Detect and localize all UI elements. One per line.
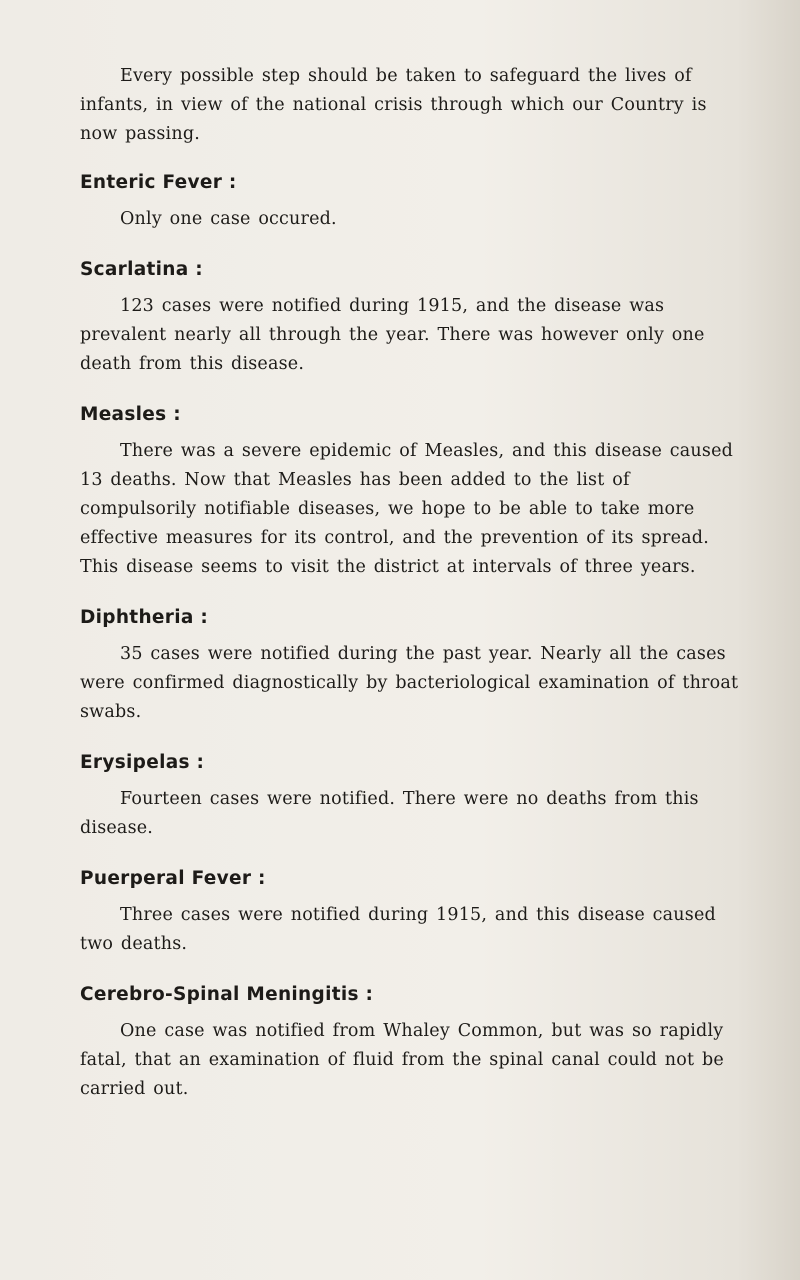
- section-scarlatina: [80, 256, 748, 379]
- section-heading: Erysipelas :: [80, 752, 205, 773]
- section-paragraph: One case was notified from Whaley Common, but was so rapidly fatal, that an examination of fluid from the spinal canal could not be carried out.: [80, 1021, 724, 1099]
- section-diphtheria: [80, 604, 748, 727]
- section-paragraph: Three cases were notified during 1915, and this disease caused two deaths.: [80, 905, 716, 954]
- section-paragraph: There was a severe epidemic of Measles, and this disease caused 13 deaths. Now that Measles has been added to the list of compulsorily notifiable diseases, we hope to be able to take more effective measures for its control, and the prevention of its spread. This disease seems to visit the district at intervals of three years.: [80, 441, 734, 577]
- document-body: [80, 62, 748, 1126]
- section-heading: Puerperal Fever :: [80, 868, 266, 889]
- section-cerebro-spinal-meningitis: [80, 981, 748, 1104]
- section-puerperal-fever: [80, 865, 748, 959]
- section-enteric-fever: [80, 169, 748, 234]
- section-heading: Diphtheria :: [80, 607, 209, 628]
- section-heading: Cerebro-Spinal Meningitis :: [80, 984, 374, 1005]
- section-heading: Measles :: [80, 404, 181, 425]
- section-heading: Scarlatina :: [80, 259, 204, 280]
- section-erysipelas: [80, 749, 748, 843]
- intro-paragraph: Every possible step should be taken to safeguard the lives of infants, in view of the national crisis through which our Country is now passing.: [80, 66, 707, 144]
- section-measles: [80, 401, 748, 582]
- section-paragraph: Fourteen cases were notified. There were no deaths from this disease.: [80, 789, 699, 838]
- section-paragraph: Only one case occured.: [120, 209, 337, 229]
- section-paragraph: 123 cases were notified during 1915, and the disease was prevalent nearly all through the year. There was however only one death from this disease.: [80, 296, 705, 374]
- section-heading: Enteric Fever :: [80, 172, 237, 193]
- section-paragraph: 35 cases were notified during the past year. Nearly all the cases were confirmed diagnostically by bacteriological examination of throat swabs.: [80, 644, 739, 722]
